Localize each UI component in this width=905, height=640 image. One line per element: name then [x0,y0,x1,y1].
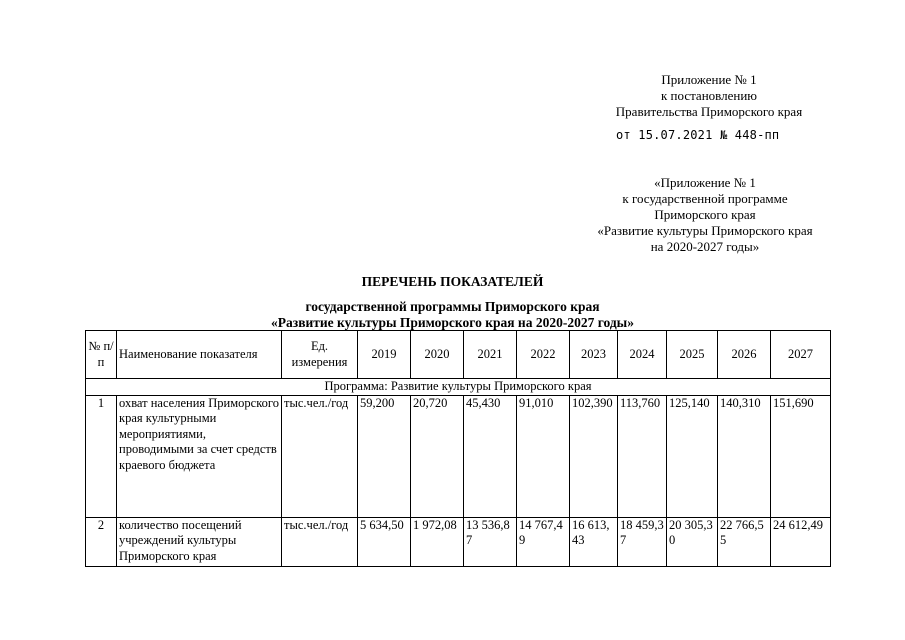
row-value: 125,140 [667,395,718,517]
header-year: 2025 [667,331,718,379]
program-appendix-line: «Приложение № 1 [654,175,756,190]
row-value: 16 613,43 [570,517,618,566]
header-year: 2027 [771,331,831,379]
header-year: 2023 [570,331,618,379]
row-value: 14 767,49 [517,517,570,566]
row-value: 102,390 [570,395,618,517]
subtitle-line: «Развитие культуры Приморского края на 2020-2027 годы» [271,315,634,330]
row-value: 1 972,08 [411,517,464,566]
header-year: 2026 [718,331,771,379]
header-name: Наименование показателя [117,331,282,379]
row-value: 59,200 [358,395,411,517]
section-title: Программа: Развитие культуры Приморского края [86,379,831,396]
row-num: 2 [86,517,117,566]
row-value: 20,720 [411,395,464,517]
row-value: 18 459,37 [618,517,667,566]
header-unit: Ед. измерения [282,331,358,379]
row-name: количество посещений учреждений культуры Приморского края [117,517,282,566]
row-value: 22 766,55 [718,517,771,566]
program-appendix-header [576,175,834,255]
row-value: 91,010 [517,395,570,517]
indicators-table [85,330,831,567]
program-appendix-line: «Развитие культуры Приморского края [597,223,813,238]
row-value: 140,310 [718,395,771,517]
appendix-line: к постановлению [660,88,758,103]
row-unit: тыс.чел./год [282,395,358,517]
header-year: 2022 [517,331,570,379]
row-value: 5 634,50 [358,517,411,566]
row-name: охват населения Приморского края культурными мероприятиями, проводимыми за счет средств краевого бюджета [117,395,282,517]
header-year: 2020 [411,331,464,379]
row-value: 45,430 [464,395,517,517]
header-year: 2021 [464,331,517,379]
row-unit: тыс.чел./год [282,517,358,566]
row-value: 20 305,30 [667,517,718,566]
row-value: 113,760 [618,395,667,517]
subtitle-line: государственной программы Приморского края [305,299,600,314]
appendix-line: Приложение № 1 [661,72,757,87]
header-year: 2019 [358,331,411,379]
table-header-row [86,331,831,379]
header-num: № п/п [86,331,117,379]
table-row [86,395,831,517]
row-value: 24 612,49 [771,517,831,566]
document-subtitle [0,299,905,331]
appendix-header [596,72,822,120]
table-row [86,517,831,566]
program-appendix-line: на 2020-2027 годы» [650,239,760,254]
header-year: 2024 [618,331,667,379]
section-row [86,379,831,396]
row-value: 13 536,87 [464,517,517,566]
document-title: ПЕРЕЧЕНЬ ПОКАЗАТЕЛЕЙ [361,274,544,289]
row-num: 1 [86,395,117,517]
decree-stamp: от 15.07.2021 № 448-пп [616,128,780,142]
appendix-line: Правительства Приморского края [615,104,803,119]
program-appendix-line: к государственной программе [622,191,788,206]
program-appendix-line: Приморского края [654,207,756,222]
row-value: 151,690 [771,395,831,517]
